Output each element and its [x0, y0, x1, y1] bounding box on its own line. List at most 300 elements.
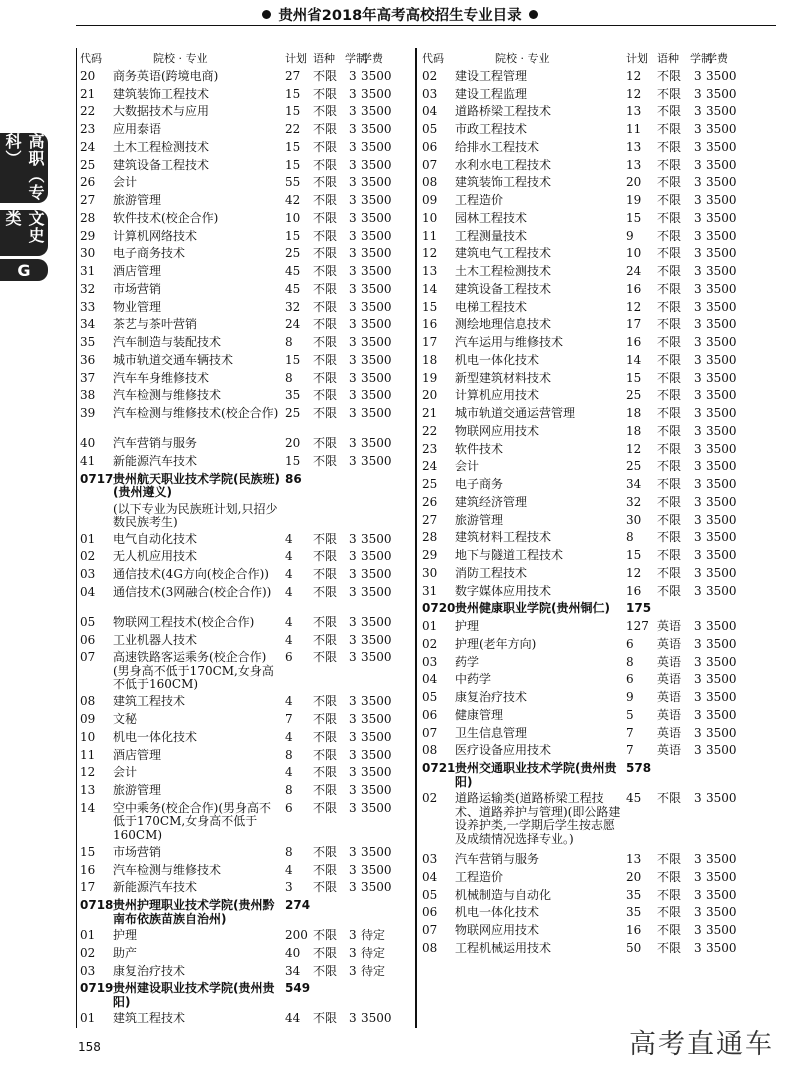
- years-cell: 3: [349, 281, 357, 296]
- fee-cell: 3500: [361, 281, 392, 296]
- code-cell: 07: [422, 157, 438, 172]
- years-cell: 3: [694, 228, 702, 243]
- plan-cell: 7: [285, 712, 293, 726]
- fee-cell: 3500: [361, 632, 392, 647]
- major-name-cell: 高速铁路客运乘务(校企合作)(男身高不低于170CM,女身高不低于160CM): [113, 650, 274, 692]
- major-name-cell: 物业管理: [113, 299, 162, 314]
- column-divider: [415, 48, 417, 1028]
- years-cell: 3: [694, 406, 702, 420]
- major-name-cell: 助产: [113, 945, 138, 960]
- fee-cell: 3500: [361, 862, 392, 877]
- years-cell: 3: [349, 68, 357, 83]
- fee-cell: 3500: [706, 264, 737, 278]
- years-cell: 3: [349, 783, 357, 797]
- institution-row: [78, 980, 410, 1010]
- fee-cell: 待定: [361, 928, 386, 942]
- years-cell: 3: [694, 299, 702, 314]
- fee-cell: 3500: [706, 530, 737, 545]
- fee-cell: 3500: [361, 104, 392, 119]
- language-cell: 不限: [657, 104, 682, 119]
- plan-cell: 6: [285, 800, 293, 815]
- table-row: [78, 281, 410, 299]
- fee-cell: 3500: [706, 905, 737, 920]
- fee-cell: 3500: [706, 743, 737, 758]
- language-cell: 不限: [313, 694, 338, 709]
- language-cell: 不限: [313, 650, 338, 665]
- years-cell: 3: [694, 477, 702, 491]
- language-cell: 不限: [313, 370, 338, 385]
- code-cell: 08: [422, 743, 438, 758]
- header-plan: 计划: [626, 52, 648, 65]
- years-cell: 3: [349, 86, 357, 101]
- major-name-cell: 测绘地理信息技术: [455, 317, 552, 332]
- years-cell: 3: [694, 281, 702, 296]
- code-cell: 03: [422, 654, 438, 669]
- plan-cell: 34: [626, 477, 642, 491]
- language-cell: 不限: [313, 86, 338, 101]
- years-cell: 3: [349, 712, 357, 726]
- code-cell: 02: [80, 549, 96, 564]
- major-name-cell: 应用泰语: [113, 122, 162, 136]
- fee-cell: 3500: [706, 281, 737, 296]
- plan-cell: 15: [285, 86, 301, 101]
- language-cell: 不限: [657, 477, 682, 491]
- table-row: [78, 316, 410, 334]
- plan-cell: 12: [626, 441, 642, 456]
- fee-cell: 3500: [361, 335, 392, 349]
- language-cell: 不限: [313, 549, 338, 564]
- code-cell: 10: [80, 729, 96, 744]
- table-row: [78, 548, 410, 566]
- code-cell: 24: [422, 459, 438, 474]
- language-cell: 不限: [657, 565, 682, 580]
- table-row: [420, 423, 775, 441]
- plan-cell: 16: [626, 583, 642, 598]
- major-name-cell: 城市轨道交通车辆技术: [113, 352, 234, 367]
- code-cell: 30: [80, 246, 96, 261]
- language-cell: 不限: [313, 453, 338, 468]
- plan-cell: 5: [626, 707, 634, 722]
- major-name-cell: 贵州交通职业技术学院(贵州贵阳): [455, 761, 617, 789]
- fee-cell: 3500: [706, 86, 737, 101]
- table-row: [420, 476, 775, 494]
- code-cell: 06: [422, 139, 438, 154]
- plan-cell: 12: [626, 299, 642, 314]
- code-cell: 35: [80, 335, 96, 349]
- major-name-cell: 商务英语(跨境电商): [113, 68, 219, 83]
- years-cell: 3: [694, 441, 702, 456]
- language-cell: 不限: [657, 441, 682, 456]
- code-cell: 08: [80, 694, 96, 709]
- table-row: [420, 922, 775, 940]
- years-cell: 3: [694, 852, 702, 866]
- years-cell: 3: [349, 210, 357, 225]
- major-name-cell: 土木工程检测技术: [113, 139, 210, 154]
- language-cell: 不限: [313, 122, 338, 136]
- years-cell: 3: [694, 370, 702, 385]
- table-row: [78, 747, 410, 765]
- table-row: [78, 632, 410, 650]
- major-name-cell: 建筑装饰工程技术: [455, 175, 552, 190]
- language-cell: 不限: [657, 139, 682, 154]
- language-cell: 不限: [313, 299, 338, 314]
- code-cell: 39: [80, 406, 96, 420]
- header-lang: 语种: [657, 52, 679, 65]
- table-row: [78, 800, 410, 844]
- language-cell: 不限: [313, 175, 338, 190]
- table-row: [420, 405, 775, 423]
- language-cell: 英语: [657, 619, 682, 633]
- header-code: 代码: [80, 52, 102, 65]
- fee-cell: 3500: [361, 157, 392, 172]
- major-name-cell: 工程造价: [455, 193, 504, 207]
- years-cell: 3: [694, 157, 702, 172]
- major-name-cell: 旅游管理: [455, 512, 504, 527]
- plan-cell: 16: [626, 281, 642, 296]
- fee-cell: 3500: [706, 583, 737, 598]
- major-name-cell: 康复治疗技术: [455, 690, 528, 704]
- table-row: [420, 316, 775, 334]
- language-cell: 不限: [313, 352, 338, 367]
- code-cell: 26: [80, 175, 96, 190]
- years-cell: 3: [694, 636, 702, 651]
- table-row: [420, 869, 775, 887]
- plan-cell: 175: [626, 601, 652, 616]
- fee-cell: 3500: [706, 636, 737, 651]
- table-row: [420, 618, 775, 636]
- years-cell: 3: [349, 549, 357, 564]
- language-cell: 不限: [657, 86, 682, 101]
- fee-cell: 待定: [361, 963, 386, 978]
- fee-cell: 3500: [361, 584, 392, 599]
- language-cell: 不限: [657, 406, 682, 420]
- plan-cell: 10: [626, 246, 642, 261]
- years-cell: 3: [349, 246, 357, 261]
- table-row: [420, 583, 775, 601]
- plan-cell: 8: [285, 783, 293, 797]
- fee-cell: 3500: [361, 531, 392, 546]
- fee-cell: 3500: [361, 614, 392, 629]
- code-cell: 20: [422, 388, 438, 403]
- fee-cell: 3500: [706, 246, 737, 261]
- code-cell: 08: [422, 175, 438, 190]
- years-cell: 3: [349, 406, 357, 420]
- years-cell: 3: [349, 122, 357, 136]
- years-cell: 3: [349, 317, 357, 332]
- plan-cell: 25: [626, 388, 642, 403]
- table-row: [78, 174, 410, 192]
- language-cell: 不限: [313, 928, 338, 942]
- code-cell: 38: [80, 388, 96, 403]
- major-name-cell: 建筑工程技术: [113, 1011, 186, 1026]
- major-name-cell: 通信技术(4G方向(校企合作)): [113, 567, 269, 581]
- fee-cell: 3500: [706, 122, 737, 136]
- years-cell: 3: [694, 68, 702, 83]
- language-cell: 不限: [313, 880, 338, 895]
- table-row: [78, 263, 410, 281]
- table-row: [420, 565, 775, 583]
- fee-cell: 3500: [361, 193, 392, 207]
- major-name-cell: 通信技术(3网融合(校企合作)): [113, 584, 272, 599]
- years-cell: 3: [349, 729, 357, 744]
- plan-cell: 14: [626, 352, 642, 367]
- major-name-cell: 会计: [113, 765, 138, 780]
- years-cell: 3: [694, 743, 702, 758]
- major-name-cell: 会计: [455, 459, 480, 474]
- language-cell: 英语: [657, 672, 682, 687]
- plan-cell: 35: [285, 388, 301, 403]
- table-row: [420, 245, 775, 263]
- plan-cell: 45: [285, 281, 301, 296]
- language-cell: 不限: [657, 423, 682, 438]
- table-row: [420, 103, 775, 121]
- major-name-cell: 建筑设备工程技术: [455, 281, 552, 296]
- code-cell: 05: [422, 887, 438, 902]
- plan-cell: 24: [285, 317, 301, 332]
- years-cell: 3: [349, 264, 357, 278]
- years-cell: 3: [694, 352, 702, 367]
- major-name-cell: 城市轨道交通运营管理: [455, 406, 576, 420]
- major-name-cell: 护理: [455, 619, 480, 633]
- years-cell: 3: [694, 175, 702, 190]
- code-cell: 02: [422, 68, 438, 83]
- fee-cell: 3500: [706, 477, 737, 491]
- language-cell: 不限: [657, 246, 682, 261]
- language-cell: 不限: [657, 887, 682, 902]
- code-cell: 03: [422, 852, 438, 866]
- years-cell: 3: [349, 945, 357, 960]
- major-name-cell: 软件技术(校企合作): [113, 210, 219, 225]
- fee-cell: 3500: [706, 388, 737, 403]
- plan-cell: 3: [285, 880, 293, 895]
- right-column: [420, 50, 775, 958]
- table-row: [420, 512, 775, 530]
- language-cell: 不限: [313, 264, 338, 278]
- plan-cell: 274: [285, 898, 311, 912]
- fee-cell: 3500: [706, 423, 737, 438]
- table-row: [78, 531, 410, 549]
- years-cell: 3: [694, 423, 702, 438]
- years-cell: 3: [349, 299, 357, 314]
- column-header-row: [78, 50, 410, 68]
- fee-cell: 3500: [361, 567, 392, 581]
- language-cell: 不限: [313, 436, 338, 450]
- years-cell: 3: [694, 193, 702, 207]
- fee-cell: 3500: [706, 791, 737, 805]
- table-row: [78, 157, 410, 175]
- major-name-cell: 贵州航天职业技术学院(民族班)(贵州遵义): [113, 471, 280, 499]
- plan-cell: 8: [626, 530, 634, 545]
- header-plan: 计划: [285, 52, 307, 65]
- plan-cell: 25: [285, 406, 301, 420]
- plan-cell: 32: [285, 299, 301, 314]
- major-name-cell: 土木工程检测技术: [455, 264, 552, 278]
- language-cell: 不限: [313, 531, 338, 546]
- language-cell: 不限: [657, 530, 682, 545]
- language-cell: 不限: [657, 852, 682, 866]
- plan-cell: 4: [285, 584, 293, 599]
- years-cell: 3: [349, 650, 357, 665]
- years-cell: 3: [694, 122, 702, 136]
- table-row: [78, 387, 410, 405]
- major-name-cell: 护理: [113, 928, 138, 942]
- language-cell: 不限: [657, 459, 682, 474]
- major-name-cell: 工程造价: [455, 869, 504, 884]
- language-cell: 不限: [313, 157, 338, 172]
- table-row: [420, 458, 775, 476]
- fee-cell: 3500: [361, 694, 392, 709]
- major-name-cell: 新能源汽车技术: [113, 453, 198, 468]
- plan-cell: 7: [626, 743, 634, 758]
- years-cell: 3: [694, 139, 702, 154]
- code-cell: 0721: [422, 761, 456, 775]
- table-row: [78, 711, 410, 729]
- plan-cell: 19: [626, 193, 642, 207]
- code-cell: 10: [422, 210, 438, 225]
- column-header-row: [420, 50, 775, 68]
- language-cell: 英语: [657, 636, 682, 651]
- plan-cell: 16: [626, 923, 642, 937]
- major-name-cell: 汽车营销与服务: [113, 436, 198, 450]
- code-cell: 04: [80, 584, 96, 599]
- table-row: [420, 441, 775, 459]
- language-cell: 不限: [657, 228, 682, 243]
- fee-cell: 3500: [706, 725, 737, 740]
- plan-cell: 8: [285, 335, 293, 349]
- code-cell: 21: [80, 86, 96, 101]
- plan-cell: 16: [626, 335, 642, 349]
- language-cell: 不限: [657, 583, 682, 598]
- table-row: [420, 636, 775, 654]
- years-cell: 3: [349, 1011, 357, 1026]
- language-cell: 不限: [657, 193, 682, 207]
- years-cell: 3: [349, 747, 357, 762]
- fee-cell: 3500: [361, 783, 392, 797]
- language-cell: 不限: [313, 228, 338, 243]
- code-cell: 0719: [80, 981, 114, 996]
- table-row: [78, 228, 410, 246]
- major-name-cell: 茶艺与茶叶营销: [113, 317, 198, 332]
- major-name-cell: 物联网工程技术(校企合作): [113, 614, 255, 629]
- table-row: [78, 862, 410, 880]
- code-cell: 11: [80, 747, 96, 762]
- years-cell: 3: [694, 583, 702, 598]
- major-name-cell: 汽车制造与装配技术: [113, 335, 222, 349]
- years-cell: 3: [349, 584, 357, 599]
- major-name-cell: 消防工程技术: [455, 565, 528, 580]
- plan-cell: 27: [285, 68, 301, 83]
- years-cell: 3: [694, 317, 702, 332]
- language-cell: 不限: [313, 712, 338, 726]
- fee-cell: 3500: [706, 317, 737, 332]
- years-cell: 3: [349, 880, 357, 895]
- table-row: [78, 764, 410, 782]
- fee-cell: 3500: [706, 370, 737, 385]
- fee-cell: 3500: [706, 512, 737, 527]
- code-cell: 32: [80, 281, 96, 296]
- code-cell: 30: [422, 565, 438, 580]
- fee-cell: 3500: [361, 747, 392, 762]
- code-cell: 18: [422, 352, 438, 367]
- table-row: [78, 614, 410, 632]
- table-row: [420, 725, 775, 743]
- fee-cell: 3500: [706, 68, 737, 83]
- code-cell: 15: [80, 844, 96, 859]
- language-cell: 不限: [657, 175, 682, 190]
- language-cell: 不限: [313, 567, 338, 581]
- side-tab-level: 高职（专科）: [0, 133, 48, 203]
- table-row: [420, 654, 775, 672]
- table-row: [78, 139, 410, 157]
- years-cell: 3: [694, 672, 702, 687]
- plan-cell: 45: [285, 264, 301, 278]
- plan-cell: 15: [626, 370, 642, 385]
- code-cell: 06: [422, 707, 438, 722]
- years-cell: 3: [694, 791, 702, 805]
- code-cell: 01: [422, 619, 438, 633]
- years-cell: 3: [349, 157, 357, 172]
- institution-row: [420, 600, 775, 618]
- plan-cell: 13: [626, 852, 642, 866]
- years-cell: 3: [694, 86, 702, 101]
- code-cell: 13: [80, 783, 96, 797]
- major-name-cell: 中药学: [455, 672, 492, 687]
- fee-cell: 3500: [706, 923, 737, 937]
- years-cell: 3: [694, 887, 702, 902]
- major-name-cell: 建筑装饰工程技术: [113, 86, 210, 101]
- plan-cell: 8: [285, 747, 293, 762]
- table-row: [420, 210, 775, 228]
- language-cell: 不限: [657, 940, 682, 955]
- major-name-cell: 地下与隧道工程技术: [455, 548, 564, 562]
- major-name-cell: 计算机应用技术: [455, 388, 540, 403]
- language-cell: 不限: [313, 388, 338, 403]
- fee-cell: 3500: [361, 1011, 392, 1026]
- table-row: [78, 68, 410, 86]
- plan-cell: 50: [626, 940, 642, 955]
- plan-cell: 127: [626, 619, 649, 633]
- table-row: [78, 501, 410, 531]
- language-cell: 英语: [657, 707, 682, 722]
- code-cell: 25: [422, 477, 438, 491]
- table-row: [78, 693, 410, 711]
- language-cell: 不限: [313, 584, 338, 599]
- language-cell: 不限: [313, 317, 338, 332]
- plan-cell: 20: [626, 175, 642, 190]
- years-cell: 3: [349, 844, 357, 859]
- years-cell: 3: [349, 228, 357, 243]
- fee-cell: 待定: [361, 945, 386, 960]
- header-lang: 语种: [313, 52, 335, 65]
- code-cell: 12: [80, 765, 96, 780]
- fee-cell: 3500: [361, 729, 392, 744]
- code-cell: 01: [80, 928, 96, 942]
- language-cell: 不限: [313, 1011, 338, 1026]
- fee-cell: 3500: [706, 690, 737, 704]
- plan-cell: 12: [626, 86, 642, 101]
- code-cell: 22: [422, 423, 438, 438]
- code-cell: 09: [80, 712, 96, 726]
- plan-cell: 32: [626, 494, 642, 509]
- plan-cell: 20: [626, 869, 642, 884]
- language-cell: 不限: [313, 632, 338, 647]
- major-name-cell: 文秘: [113, 712, 138, 726]
- fee-cell: 3500: [361, 264, 392, 278]
- institution-row: [78, 897, 410, 927]
- language-cell: 英语: [657, 725, 682, 740]
- code-cell: 36: [80, 352, 96, 367]
- code-cell: 0718: [80, 898, 114, 912]
